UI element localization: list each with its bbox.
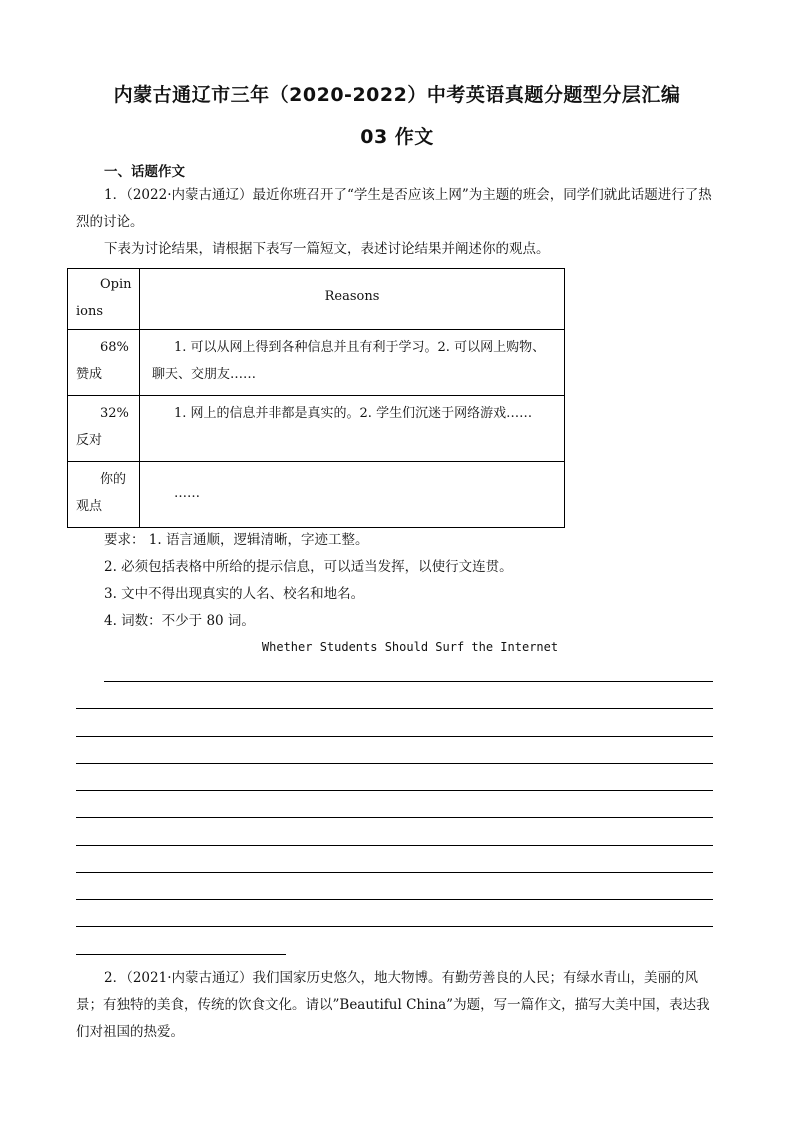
section-heading: 一、话题作文 <box>104 164 185 180</box>
requirement-4: 4. 词数：不少于 80 词。 <box>104 613 255 629</box>
opinion-cell <box>68 330 140 396</box>
your-opinion-line2: 观点 <box>76 499 103 514</box>
header-opinions-line1: Opin <box>100 277 132 292</box>
document-subtitle: 03 作文 <box>360 126 434 148</box>
requirement-2: 2. 必须包括表格中所给的提示信息，可以适当发挥，以使行文连贯。 <box>104 559 513 575</box>
essay-title: Whether Students Should Surf the Internet <box>261 640 559 654</box>
writing-line[interactable] <box>76 926 713 927</box>
header-opinions-line2: ions <box>76 304 104 319</box>
question-2-text: 2．（2021·内蒙古通辽）我们国家历史悠久，地大物博。有勤劳善良的人民；有绿水青山，美丽的风景；有独特的美食，传统的饮食文化。请以”Beautiful China”为题，写一篇作文，描写大美中国，表达我们对祖国的热爱。 <box>76 970 710 1040</box>
your-opinion-cell <box>68 462 140 528</box>
writing-line[interactable] <box>76 872 713 873</box>
writing-line[interactable] <box>104 681 713 682</box>
writing-line[interactable] <box>76 708 713 709</box>
writing-line[interactable] <box>76 790 713 791</box>
opinion-cell <box>68 396 140 462</box>
writing-line[interactable] <box>76 845 713 846</box>
writing-line[interactable] <box>76 899 713 900</box>
header-opinions <box>68 269 140 330</box>
table-row <box>68 462 565 528</box>
header-reasons: Reasons <box>140 269 565 330</box>
document-title: 内蒙古通辽市三年（2020-2022）中考英语真题分题型分层汇编 <box>113 84 681 106</box>
writing-line[interactable] <box>76 817 713 818</box>
reasons-cell: 1. 可以从网上得到各种信息并且有利于学习。2. 可以网上购物、聊天、交朋友…… <box>140 330 565 396</box>
opinion-label: 反对 <box>76 433 103 448</box>
requirement-1: 要求： 1. 语言通顺，逻辑清晰，字迹工整。 <box>104 532 369 548</box>
table-row <box>68 330 565 396</box>
opinion-label: 赞成 <box>76 367 103 382</box>
reasons-cell: 1. 网上的信息并非都是真实的。2. 学生们沉迷于网络游戏…… <box>140 396 565 462</box>
table-header-row <box>68 269 565 330</box>
your-opinion-line1: 你的 <box>100 472 127 487</box>
table-row <box>68 396 565 462</box>
question-1-intro: 下表为讨论结果，请根据下表写一篇短文，表述讨论结果并阐述你的观点。 <box>104 241 550 257</box>
writing-line[interactable] <box>76 736 713 737</box>
opinions-table <box>67 268 565 528</box>
requirement-3: 3. 文中不得出现真实的人名、校名和地名。 <box>104 586 365 602</box>
question-1-text: 1．（2022·内蒙古通辽）最近你班召开了“学生是否应该上网”为主题的班会，同学们就此话题进行了热烈的讨论。 <box>76 187 712 230</box>
writing-line[interactable] <box>76 763 713 764</box>
your-reasons-cell: …… <box>140 462 565 528</box>
footnote-separator <box>76 954 286 955</box>
opinion-percent: 68% <box>100 340 129 355</box>
opinion-percent: 32% <box>100 406 129 421</box>
